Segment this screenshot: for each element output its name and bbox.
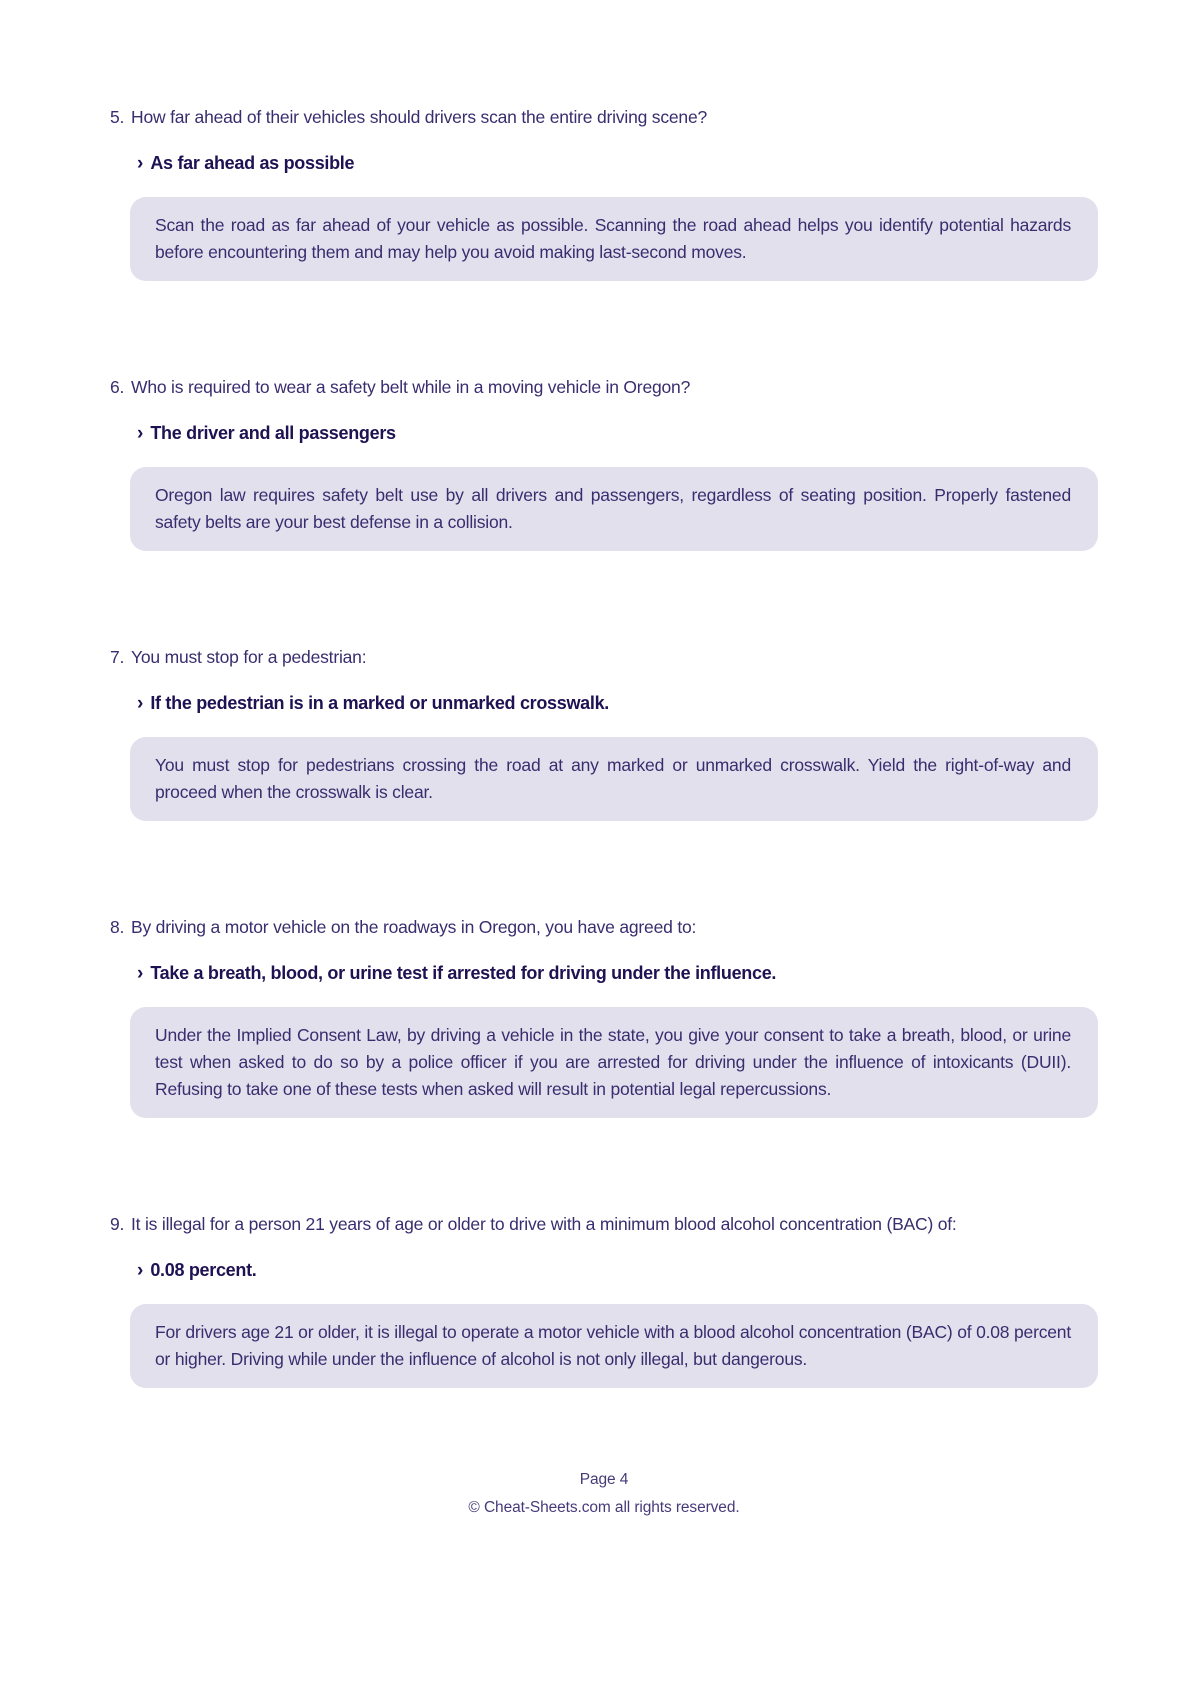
explanation-box xyxy=(130,1304,1098,1388)
answer-text: Take a breath, blood, or urine test if arrested for driving under the influence. xyxy=(150,963,777,983)
answer-text: 0.08 percent. xyxy=(150,1260,257,1280)
chevron-right-icon: › xyxy=(137,1260,144,1281)
question-number: 5. xyxy=(110,107,125,127)
explanation-text: You must stop for pedestrians crossing the road at any marked or unmarked crosswalk. Yield the right-of-way and proceed when the crosswalk is clear. xyxy=(155,755,1071,802)
question-row xyxy=(110,103,1098,131)
explanation-box xyxy=(130,737,1098,821)
question-number: 6. xyxy=(110,377,125,397)
explanation-text: Oregon law requires safety belt use by all drivers and passengers, regardless of seating position. Properly fastened safety belts are your best defense in a collision. xyxy=(155,485,1071,532)
question-block xyxy=(110,913,1098,1118)
page-number-label: Page 4 xyxy=(579,1471,629,1488)
explanation-text: For drivers age 21 or older, it is illegal to operate a motor vehicle with a blood alcohol concentration (BAC) of 0.08 percent or higher. Driving while under the influence of alcohol is not only illegal, but dangerous. xyxy=(155,1322,1071,1369)
question-block xyxy=(110,1210,1098,1388)
question-text: How far ahead of their vehicles should drivers scan the entire driving scene? xyxy=(131,107,708,127)
question-block xyxy=(110,373,1098,551)
question-number: 7. xyxy=(110,647,125,667)
question-row xyxy=(110,373,1098,401)
question-block xyxy=(110,643,1098,821)
question-text: Who is required to wear a safety belt while in a moving vehicle in Oregon? xyxy=(131,377,691,397)
answer-line xyxy=(137,420,1098,447)
question-text: By driving a motor vehicle on the roadways in Oregon, you have agreed to: xyxy=(131,917,697,937)
question-text: You must stop for a pedestrian: xyxy=(131,647,367,667)
explanation-text: Under the Implied Consent Law, by driving a vehicle in the state, you give your consent to take a breath, blood, or urine test when asked to do so by a police officer if you are arrested for driving under the influence of intoxicants (DUII). Refusing to take one of these tests when asked will result in potential legal repercussions. xyxy=(155,1025,1071,1099)
explanation-box xyxy=(130,467,1098,551)
explanation-text: Scan the road as far ahead of your vehicle as possible. Scanning the road ahead helps you identify potential hazards before encountering them and may help you avoid making last-second moves. xyxy=(155,215,1071,262)
question-row xyxy=(110,1210,1098,1238)
question-text: It is illegal for a person 21 years of age or older to drive with a minimum blood alcohol concentration (BAC) of: xyxy=(131,1214,957,1234)
question-row xyxy=(110,913,1098,941)
answer-line xyxy=(137,150,1098,177)
answer-text: If the pedestrian is in a marked or unmarked crosswalk. xyxy=(150,693,610,713)
answer-line xyxy=(137,960,1098,987)
answer-text: The driver and all passengers xyxy=(150,423,396,443)
question-block xyxy=(110,103,1098,281)
question-number: 9. xyxy=(110,1214,125,1234)
question-row xyxy=(110,643,1098,671)
page-footer xyxy=(110,1466,1098,1522)
chevron-right-icon: › xyxy=(137,963,144,984)
chevron-right-icon: › xyxy=(137,153,144,174)
copyright-text: © Cheat-Sheets.com all rights reserved. xyxy=(468,1499,740,1516)
explanation-box xyxy=(130,197,1098,281)
explanation-box xyxy=(130,1007,1098,1118)
chevron-right-icon: › xyxy=(137,693,144,714)
answer-line xyxy=(137,690,1098,717)
question-number: 8. xyxy=(110,917,125,937)
chevron-right-icon: › xyxy=(137,423,144,444)
answer-line xyxy=(137,1257,1098,1284)
answer-text: As far ahead as possible xyxy=(150,153,355,173)
